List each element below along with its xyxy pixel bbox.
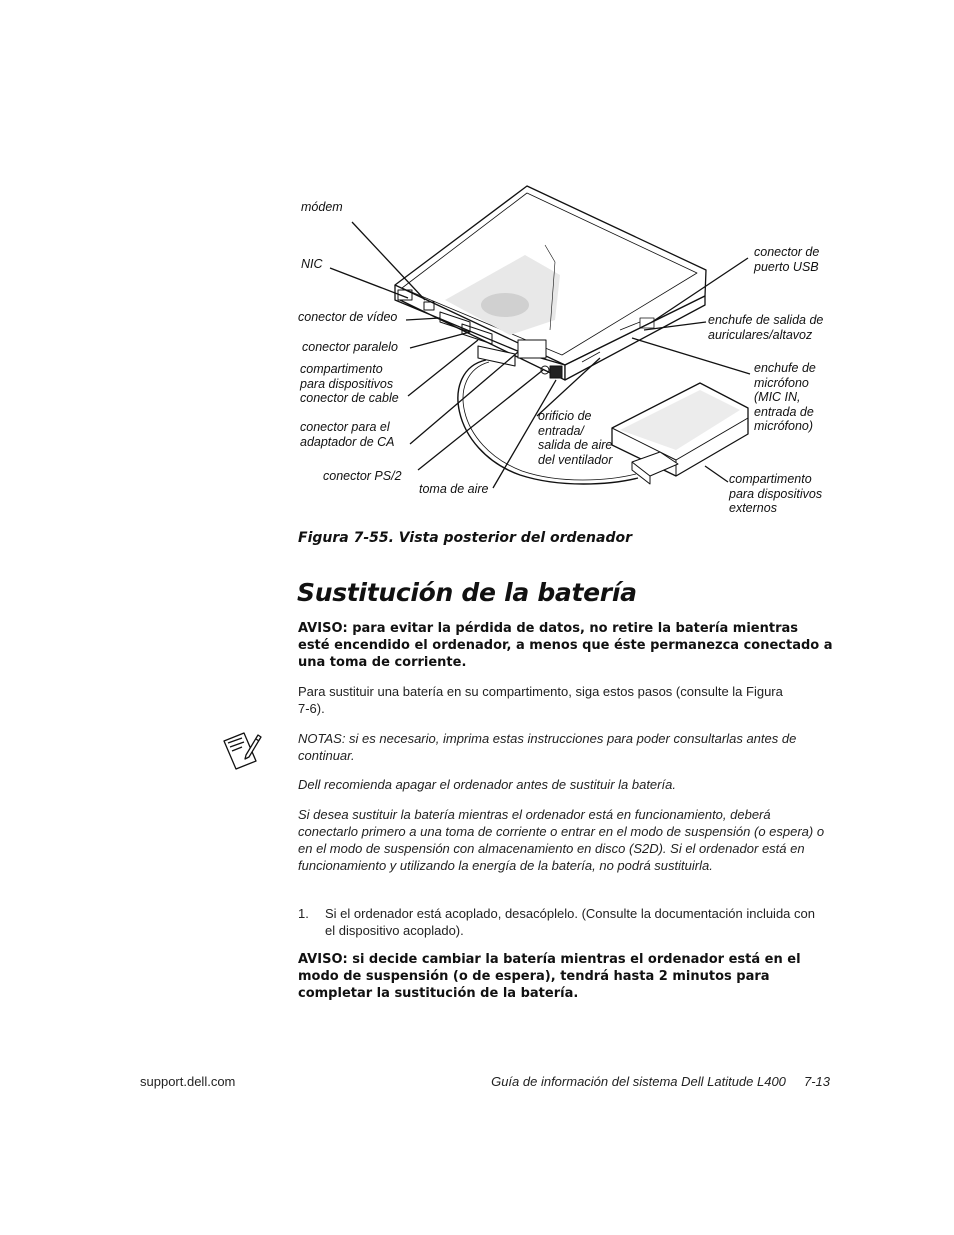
footer-website: support.dell.com (140, 1074, 236, 1089)
notice-suspend: AVISO: si decide cambiar la batería mientras el ordenador está en el modo de suspensión (o de espera), tendrá hasta 2 minutos para completar la sustitución de la batería. (298, 952, 801, 1001)
label-headphone-jack: enchufe de salida de auriculares/altavoz (708, 313, 824, 342)
label-fan-vent: orificio de entrada/ salida de aire del ventilador (538, 409, 613, 467)
intro-paragraph: Para sustituir una batería en su compartimento, siga estos pasos (consulte la Figura 7-6). (298, 684, 783, 716)
figure-caption: Figura 7-55. Vista posterior del ordenador (298, 530, 632, 546)
step-number: 1. (298, 906, 309, 921)
step-undock: Si el ordenador está acoplado, desacóplelo. (Consulte la documentación incluida con el dispositivo acoplado). (325, 906, 815, 938)
label-ac-adapter: conector para el adaptador de CA (300, 420, 395, 449)
label-modem: módem (301, 200, 343, 214)
label-video-connector: conector de vídeo (298, 310, 398, 324)
label-air-intake: toma de aire (419, 482, 489, 496)
footer-page-info: Guía de información del sistema Dell Latitude L400 7-13 (491, 1074, 830, 1089)
section-title: Sustitución de la batería (297, 578, 637, 607)
note-pencil-icon (222, 731, 262, 776)
label-nic: NIC (301, 257, 323, 271)
label-external-bay: compartimento para dispositivos externos (729, 472, 823, 515)
label-usb-connector: conector de puerto USB (754, 245, 820, 274)
note-hot-swap: Si desea sustituir la batería mientras el ordenador está en funcionamiento, deberá conectarlo primero a una toma de corriente o entrar en el modo de suspensión (o espera) o en el modo de suspensión con almacenamiento en disco (S2D). Si el ordenador está en funcionamiento y utilizando la energía de la batería, no podrá sustituirla. (298, 807, 825, 873)
label-parallel-connector: conector paralelo (302, 340, 398, 354)
label-ps2-connector: conector PS/2 (323, 469, 402, 483)
label-bay-cable-connector: compartimento para dispositivos conector de cable (300, 362, 399, 405)
notice-data-loss: AVISO: para evitar la pérdida de datos, no retire la batería mientras esté encendido el ordenador, a menos que éste permanezca conectado a una toma de corriente. (298, 621, 833, 670)
note-print-instructions: NOTAS: si es necesario, imprima estas instrucciones para poder consultarlas antes de continuar. (298, 731, 797, 763)
note-turn-off: Dell recomienda apagar el ordenador antes de sustituir la batería. (298, 777, 676, 792)
label-mic-jack: enchufe de micrófono (MIC IN, entrada de micrófono) (754, 361, 816, 433)
